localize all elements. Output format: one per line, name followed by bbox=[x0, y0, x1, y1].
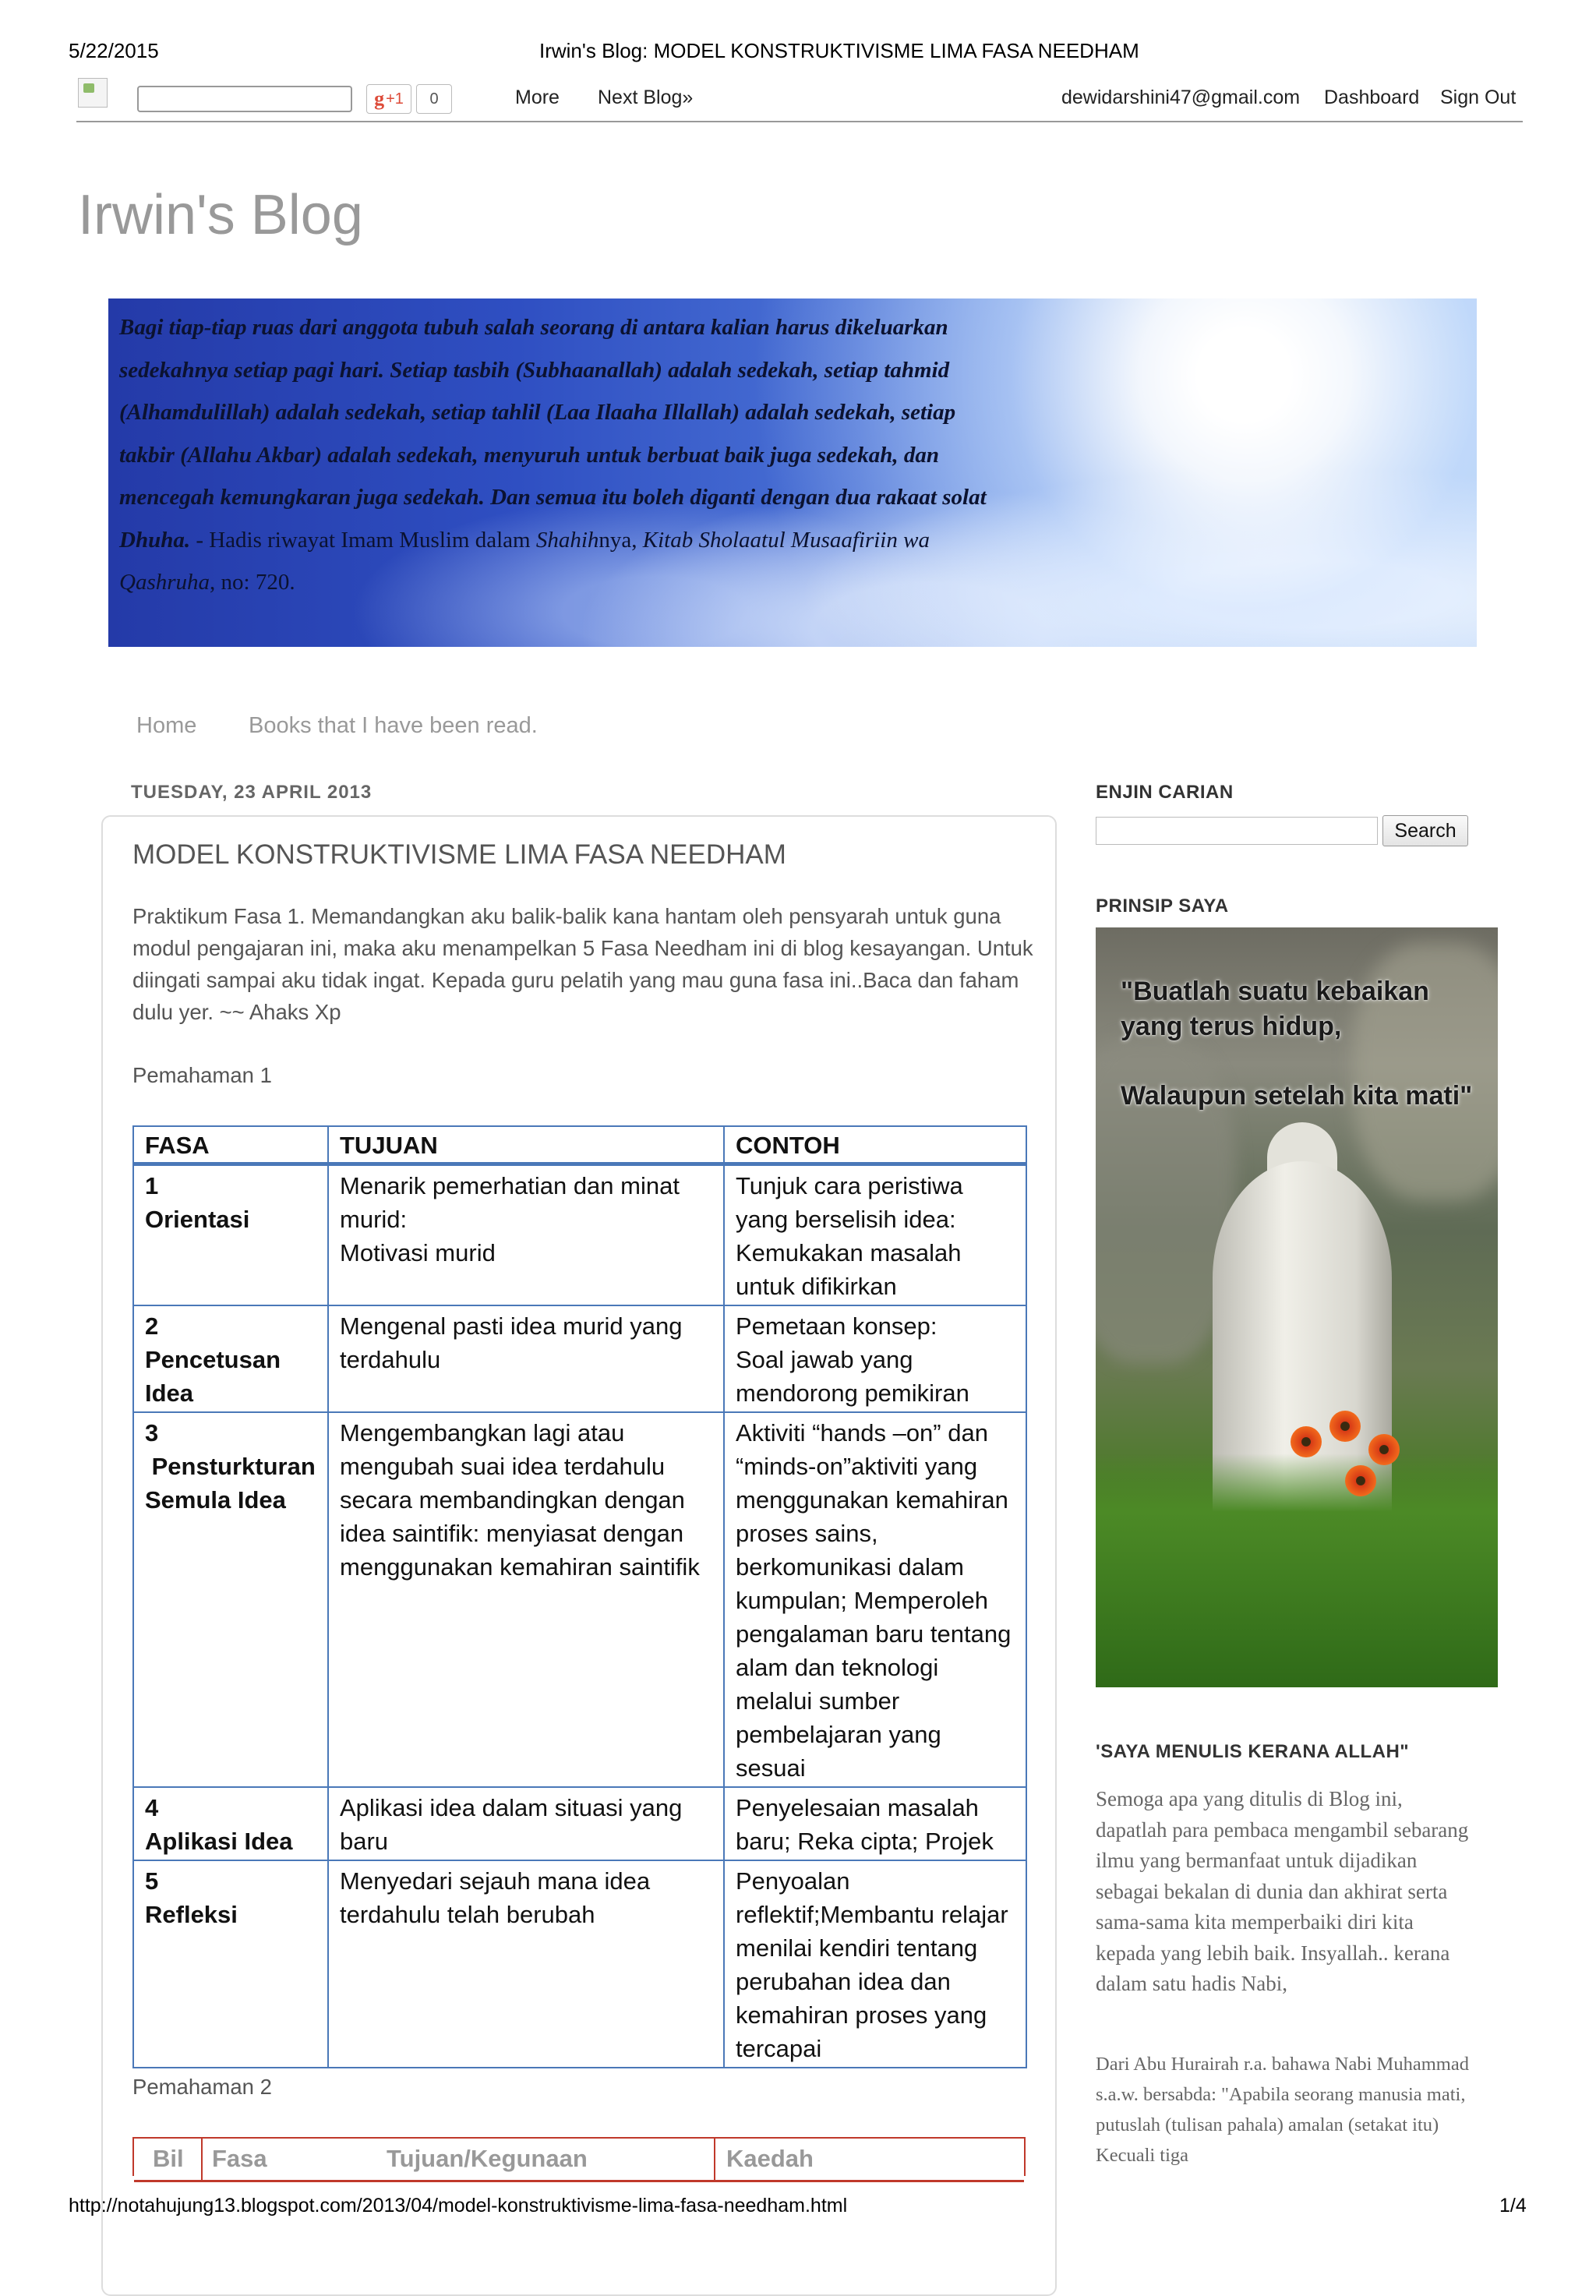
next-blog-link[interactable]: Next Blog» bbox=[598, 87, 694, 108]
menulis-paragraph-1: Semoga apa yang ditulis di Blog ini, dapatlah para pembaca mengambil sebarang ilmu yang bermanfaat untuk dijadikan sebagai bekalan di dunia dan akhirat serta sama-sama kita memperbaiki diri kita kepada yang lebih baik. Insyallah.. kerana dalam satu hadis Nabi, bbox=[1096, 1787, 1469, 1995]
table-row bbox=[133, 1164, 1026, 1306]
tab-home[interactable]: Home bbox=[136, 713, 197, 738]
google-plus-icon: g bbox=[374, 87, 385, 110]
table-divider bbox=[201, 2139, 203, 2182]
tujuan-cell bbox=[328, 1860, 724, 2068]
tujuan-text: Mengembangkan lagi atau mengubah suai idea terdahulu secara membandingkan dengan idea saintifik: menyiasat dengan menggunakan kemahiran saintifik bbox=[340, 1419, 700, 1581]
contoh-text: Penyelesaian masalah baru; Reka cipta; Projek bbox=[736, 1794, 994, 1855]
navbar-divider bbox=[76, 121, 1523, 122]
print-date: 5/22/2015 bbox=[69, 39, 159, 62]
prinsip-image bbox=[1096, 927, 1498, 1687]
contoh-cell bbox=[724, 1787, 1026, 1860]
fasa-name: Orientasi bbox=[145, 1206, 250, 1233]
table-row bbox=[133, 1305, 1026, 1412]
fasa-number: 4 bbox=[145, 1794, 159, 1821]
fasa-cell bbox=[133, 1305, 328, 1412]
table-header: Bil bbox=[153, 2145, 184, 2172]
print-url: http://notahujung13.blogspot.com/2013/04/model-konstruktivisme-lima-fasa-needham.html bbox=[69, 2195, 848, 2217]
blog-title[interactable]: Irwin's Blog bbox=[78, 184, 363, 246]
tujuan-text: Mengenal pasti idea murid yang terdahulu bbox=[340, 1312, 683, 1373]
tujuan-text: Menyedari sejauh mana idea terdahulu telah berubah bbox=[340, 1867, 651, 1928]
post-date-header: TUESDAY, 23 APRIL 2013 bbox=[131, 782, 373, 803]
table-header: CONTOH bbox=[724, 1126, 1026, 1164]
prinsip-heading: PRINSIP SAYA bbox=[1096, 895, 1229, 917]
prinsip-quote-line-1: "Buatlah suatu kebaikan yang terus hidup, bbox=[1121, 977, 1429, 1041]
flower bbox=[1291, 1426, 1322, 1457]
fasa-number: 2 bbox=[145, 1312, 159, 1340]
fasa-number: 3 bbox=[145, 1419, 159, 1446]
quote-spacer bbox=[1121, 1044, 1487, 1079]
tujuan-text: Menarik pemerhatian dan minat murid: bbox=[340, 1172, 680, 1233]
gplus-count: 0 bbox=[416, 84, 452, 114]
fasa-name: Aplikasi Idea bbox=[145, 1828, 293, 1855]
tujuan-text: Aplikasi idea dalam situasi yang baru bbox=[340, 1794, 683, 1855]
sidebar-search-input[interactable] bbox=[1096, 817, 1378, 845]
banner-source-c: nya, bbox=[598, 527, 643, 553]
fasa-name: Refleksi bbox=[145, 1901, 238, 1928]
contoh-text: Pemetaan konsep: bbox=[736, 1312, 937, 1340]
table-row bbox=[133, 1787, 1026, 1860]
contoh-cell bbox=[724, 1305, 1026, 1412]
contoh-text: Tunjuk cara peristiwa yang berselisih idea: bbox=[736, 1172, 963, 1233]
contoh-cell bbox=[724, 1412, 1026, 1787]
tab-books[interactable]: Books that I have been read. bbox=[249, 713, 538, 738]
gplus-label: +1 bbox=[386, 90, 404, 108]
tujuan-text-2: Motivasi murid bbox=[340, 1239, 496, 1266]
table-row bbox=[133, 1412, 1026, 1787]
google-plus-button[interactable] bbox=[366, 84, 411, 114]
table-header-row bbox=[133, 1126, 1026, 1164]
pemahaman-2-table bbox=[132, 2137, 1026, 2176]
post-intro: Praktikum Fasa 1. Memandangkan aku balik-balik kana hantam oleh pensyarah untuk guna modul pengajaran ini, maka aku menampelkan 5 Fasa Needham ini di blog kesayangan. Untuk diingati sampai aku tidak ingat. Kepada guru pelatih yang mau guna fasa ini..Baca dan faham dulu yer. ~~ Ahaks Xp bbox=[132, 904, 1033, 1024]
contoh-text-2: Soal jawab yang mendorong pemikiran bbox=[736, 1346, 969, 1407]
pemahaman-2-label: Pemahaman 2 bbox=[132, 2075, 272, 2099]
table-row bbox=[133, 1860, 1026, 2068]
contoh-cell bbox=[724, 1860, 1026, 2068]
prinsip-quote bbox=[1121, 974, 1487, 1114]
fasa-name: Pensturkturan Semula Idea bbox=[145, 1453, 323, 1514]
print-page-number: 1/4 bbox=[1499, 2195, 1527, 2217]
search-button[interactable]: Search bbox=[1382, 815, 1468, 846]
banner-quote bbox=[119, 306, 1000, 604]
tujuan-cell bbox=[328, 1305, 724, 1412]
flower bbox=[1345, 1465, 1376, 1496]
user-email: dewidarshini47@gmail.com bbox=[1061, 87, 1301, 108]
tujuan-cell bbox=[328, 1787, 724, 1860]
banner-source-b: Shahih bbox=[535, 527, 599, 553]
fasa-cell bbox=[133, 1787, 328, 1860]
contoh-text: Aktiviti “hands –on” dan “minds-on”aktiviti yang menggunakan kemahiran proses sains, berkomunikasi dalam kumpulan; Memperoleh pengalaman baru tentang alam dan teknologi melalui sumber pembelajaran yang sesuai bbox=[736, 1419, 1012, 1782]
print-title: Irwin's Blog: MODEL KONSTRUKTIVISME LIMA FASA NEEDHAM bbox=[539, 39, 1139, 62]
banner-source-d: Kitab Sholaatul Musaafiriin wa Qashruha bbox=[119, 527, 930, 595]
navbar-search-input[interactable] bbox=[137, 86, 352, 112]
search-heading: ENJIN CARIAN bbox=[1096, 782, 1234, 803]
banner-quote-text: Bagi tiap-tiap ruas dari anggota tubuh salah seorang di antara kalian harus dikeluarkan sedekahnya setiap pagi hari. Setiap tasbih (Subhaanallah) adalah sedekah, setiap tahmid (Alhamdulillah) adalah sedekah, setiap tahlil (Laa Ilaaha Illallah) adalah sedekah, setiap takbir (Allahu Akbar) adalah sedekah, menyuruh untuk berbuat baik juga sedekah, dan mencegah kemungkaran juga sedekah. Dan semua itu boleh diganti dengan dua rakaat solat Dhuha. bbox=[119, 315, 987, 553]
fasa-needham-table bbox=[132, 1125, 1027, 2068]
fasa-name: Pencetusan Idea bbox=[145, 1346, 281, 1407]
table-divider bbox=[134, 2180, 1024, 2182]
flower bbox=[1368, 1434, 1400, 1465]
table-header: Kaedah bbox=[726, 2145, 814, 2172]
table-header: Tujuan/Kegunaan bbox=[387, 2145, 588, 2172]
broken-image-icon[interactable] bbox=[78, 78, 108, 108]
tujuan-cell bbox=[328, 1412, 724, 1787]
fasa-cell bbox=[133, 1412, 328, 1787]
prinsip-quote-line-2: Walaupun setelah kita mati" bbox=[1121, 1081, 1473, 1111]
tujuan-cell bbox=[328, 1164, 724, 1306]
banner-source-e: , no: 720. bbox=[210, 570, 295, 595]
menulis-paragraph-2: Dari Abu Hurairah r.a. bahawa Nabi Muhammad s.a.w. bersabda: "Apabila seorang manusia mati, putuslah (tulisan pahala) amalan (setakat itu) Kecuali tiga bbox=[1096, 2054, 1469, 2166]
flower bbox=[1329, 1411, 1361, 1442]
contoh-text: Penyoalan reflektif;Membantu relajar menilai kendiri tentang perubahan idea dan kemahiran proses yang tercapai bbox=[736, 1867, 1008, 2062]
fasa-cell bbox=[133, 1860, 328, 2068]
table-header: FASA bbox=[133, 1126, 328, 1164]
table-header: Fasa bbox=[212, 2145, 267, 2172]
menulis-heading: 'SAYA MENULIS KERANA ALLAH" bbox=[1096, 1741, 1410, 1762]
contoh-cell bbox=[724, 1164, 1026, 1306]
table-divider bbox=[714, 2139, 715, 2182]
sign-out-link[interactable]: Sign Out bbox=[1440, 87, 1517, 108]
fasa-number: 5 bbox=[145, 1867, 159, 1895]
header-banner-image bbox=[108, 298, 1477, 647]
more-link[interactable]: More bbox=[515, 87, 560, 108]
table-header: TUJUAN bbox=[328, 1126, 724, 1164]
post-title[interactable]: MODEL KONSTRUKTIVISME LIMA FASA NEEDHAM bbox=[132, 839, 786, 870]
fasa-cell bbox=[133, 1164, 328, 1306]
banner-source-a: - Hadis riwayat Imam Muslim dalam bbox=[190, 527, 536, 553]
contoh-text-2: Kemukakan masalah untuk difikirkan bbox=[736, 1239, 962, 1300]
fasa-number: 1 bbox=[145, 1172, 159, 1199]
grass bbox=[1096, 1454, 1498, 1687]
pemahaman-1-label: Pemahaman 1 bbox=[132, 1063, 272, 1087]
dashboard-link[interactable]: Dashboard bbox=[1324, 87, 1420, 108]
